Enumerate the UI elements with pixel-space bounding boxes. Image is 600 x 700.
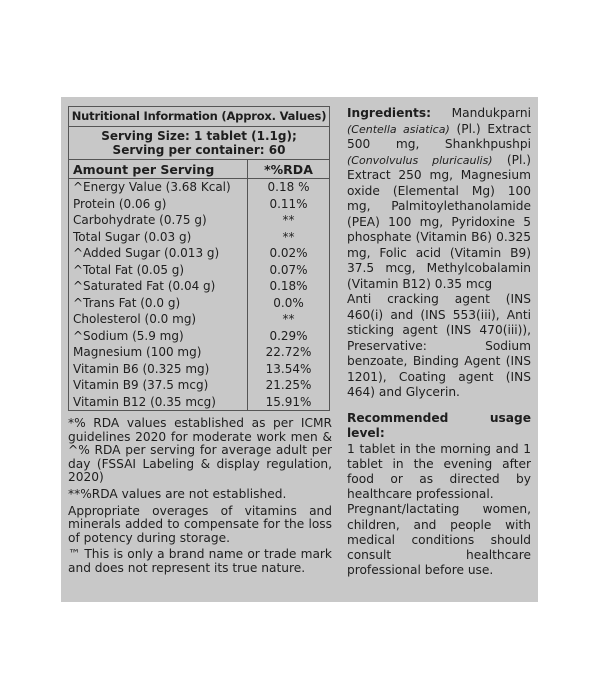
table-row — [69, 245, 330, 262]
nutrient-rda: 0.18 % — [267, 180, 310, 194]
serving-size: Serving Size: 1 tablet (1.1g); — [101, 129, 297, 143]
ingredients-part: Mandukparni — [431, 106, 531, 120]
nutrient-rda: 13.54% — [265, 361, 312, 376]
column-header-rda: *%RDA — [248, 160, 330, 179]
table-row — [69, 344, 330, 361]
nutrient-rda: 0.11% — [269, 196, 308, 211]
table-row — [69, 394, 330, 411]
latin-name: (Centella asiatica) — [347, 122, 450, 136]
usage-label: Recommended usage level: — [347, 410, 531, 440]
table-row — [69, 278, 330, 295]
serving-info — [69, 127, 330, 160]
nutrient-name: ^Added Sugar (0.013 g) — [69, 245, 248, 262]
additives-text: Anti cracking agent (INS 460(i) and (INS 553(iii), Anti sticking agent (INS 470(iii)), Preservative: Sodium benzoate, Binding Agent (INS 1201), Coating agent (INS 464) and Glycerin. — [347, 292, 531, 399]
nutrient-name: Protein (0.06 g) — [69, 196, 248, 213]
nutrient-rda: 0.02% — [269, 246, 308, 260]
ingredients-label: Ingredients: — [347, 106, 432, 120]
nutrient-name: Carbohydrate (0.75 g) — [69, 212, 248, 229]
right-column — [347, 106, 531, 578]
column-header-amount: Amount per Serving — [69, 160, 248, 179]
rda-footnote: *% RDA values established as per ICMR guidelines 2020 for moderate work men & ^% RDA per serving for average adult per day (FSSAI Labeling & display regulation, 2020) — [68, 416, 332, 485]
nutrient-name: Cholesterol (0.0 mg) — [69, 311, 248, 328]
footnotes — [68, 417, 332, 576]
nutrient-rda: 15.91% — [265, 394, 312, 409]
usage-caution: Pregnant/lactating women, children, and people with medical conditions should consult healthcare professional before use. — [347, 502, 531, 578]
nutrient-rda: ** — [282, 312, 295, 326]
nutrition-table-title: Nutritional Information (Approx. Values) — [69, 107, 330, 127]
overages-footnote: Appropriate overages of vitamins and minerals added to compensate for the loss of potency during storage. — [68, 503, 332, 545]
nutrient-name: Total Sugar (0.03 g) — [69, 229, 248, 246]
nutrient-name: Vitamin B12 (0.35 mcg) — [69, 394, 248, 411]
nutrient-name: ^Total Fat (0.05 g) — [69, 262, 248, 279]
usage-dosage: 1 tablet in the morning and 1 tablet in the evening after food or as directed by healthcare professional. — [347, 441, 531, 502]
nutrient-rda: 0.07% — [269, 262, 308, 277]
nutrient-name: ^Energy Value (3.68 Kcal) — [69, 179, 248, 196]
nutrient-name: ^Sodium (5.9 mg) — [69, 328, 248, 345]
ingredients-part: (Pl.) Extract 500 mg, Shankhpushpi — [347, 121, 531, 151]
table-row — [69, 328, 330, 345]
trademark-footnote: ™ This is only a brand name or trade mark and does not represent its true nature. — [68, 547, 332, 575]
label-panel — [61, 97, 538, 602]
table-row — [69, 361, 330, 378]
table-row — [69, 262, 330, 279]
nutrient-name: Magnesium (100 mg) — [69, 344, 248, 361]
usage-section — [347, 411, 531, 579]
nutrition-table — [68, 106, 330, 411]
nutrient-rda: ** — [282, 213, 295, 227]
table-row — [69, 311, 330, 328]
table-row — [69, 212, 330, 229]
nutrient-rda: 21.25% — [265, 378, 312, 392]
table-row — [69, 196, 330, 213]
left-column — [68, 106, 332, 579]
ingredients-part: (Pl.) Extract 250 mg, Magnesium oxide (Elemental Mg) 100 mg, Palmitoylethanolamide (PEA) 100 mg, Pyridoxine 5 phosphate (Vitamin B6) 0.325 mg, Folic acid (Vitamin B9) 37.5 mcg, Methylcobalamin (Vitamin B12) 0.35 mcg — [347, 152, 531, 291]
table-row — [69, 179, 330, 196]
nutrient-name: ^Trans Fat (0.0 g) — [69, 295, 248, 312]
nutrient-rda: 22.72% — [265, 345, 312, 359]
table-header-row — [69, 160, 330, 179]
ingredients-text — [347, 106, 531, 292]
nutrient-rda: 0.29% — [269, 328, 308, 343]
servings-per-container: Serving per container: 60 — [112, 143, 286, 157]
nutrient-rda: 0.18% — [269, 279, 308, 293]
table-row — [69, 377, 330, 394]
table-row — [69, 229, 330, 246]
not-established-footnote: **%RDA values are not established. — [68, 486, 287, 501]
latin-name: (Convolvulus pluricaulis) — [347, 153, 493, 167]
table-row — [69, 295, 330, 312]
nutrient-rda: 0.0% — [273, 295, 304, 310]
nutrient-rda: ** — [282, 229, 295, 244]
nutrient-name: ^Saturated Fat (0.04 g) — [69, 278, 248, 295]
nutrient-name: Vitamin B6 (0.325 mg) — [69, 361, 248, 378]
nutrient-name: Vitamin B9 (37.5 mcg) — [69, 377, 248, 394]
